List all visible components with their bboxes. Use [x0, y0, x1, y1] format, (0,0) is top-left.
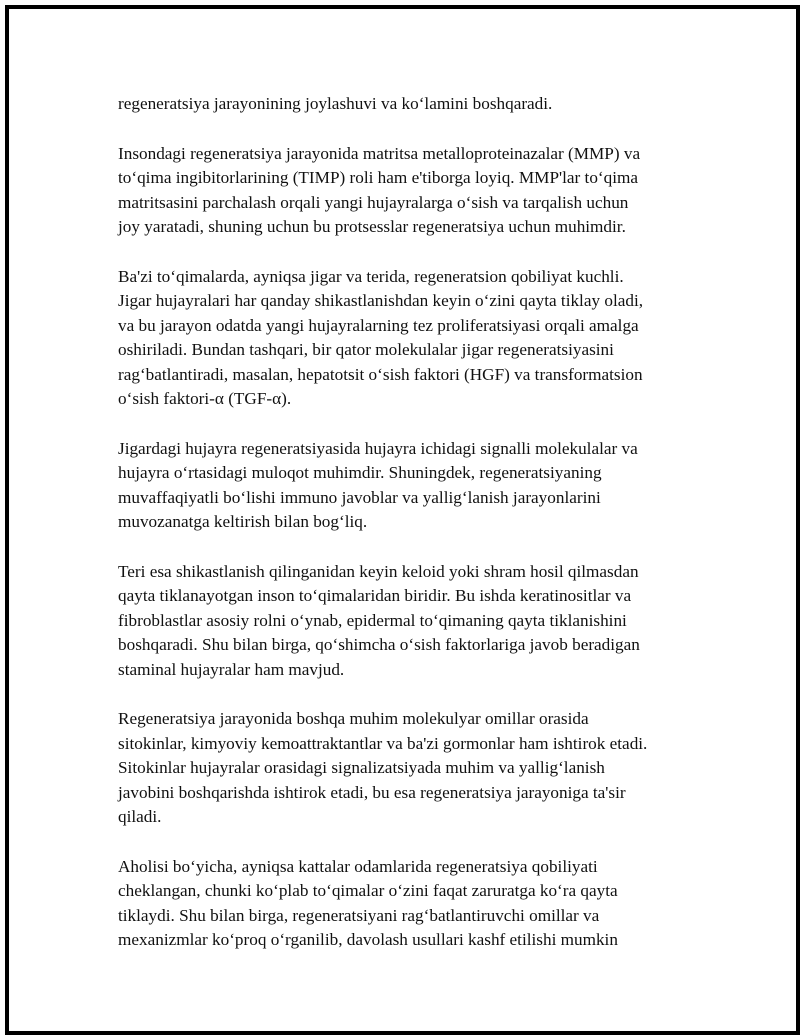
- text-line: Aholisi bo‘yicha, ayniqsa kattalar odamlarida regeneratsiya qobiliyati: [118, 856, 598, 876]
- document-body: [118, 92, 688, 978]
- paragraph-7: [118, 855, 688, 953]
- text-line: staminal hujayralar ham mavjud.: [118, 659, 345, 679]
- text-line: va bu jarayon odatda yangi hujayralarning tez proliferatsiyasi orqali amalga: [118, 315, 639, 335]
- text-line: o‘sish faktori-α (TGF-α).: [118, 389, 292, 408]
- text-line: fibroblastlar asosiy rolni o‘ynab, epidermal to‘qimaning qayta tiklanishini: [118, 610, 627, 630]
- text-line: cheklangan, chunki ko‘plab to‘qimalar o‘zini faqat zaruratga ko‘ra qayta: [118, 881, 618, 900]
- text-line: hujayra o‘rtasidagi muloqot muhimdir. Shuningdek, regeneratsiyaning: [118, 463, 602, 482]
- text-line: javobini boshqarishda ishtirok etadi, bu esa regeneratsiya jarayoniga ta'sir: [118, 782, 626, 802]
- paragraph-3: [118, 265, 688, 412]
- text-line: boshqaradi. Shu bilan birga, qo‘shimcha o‘sish faktorlariga javob beradigan: [118, 635, 640, 654]
- text-line: Jigardagi hujayra regeneratsiyasida hujayra ichidagi signalli molekulalar va: [118, 438, 638, 458]
- paragraph-2: [118, 142, 688, 240]
- text-line: oshiriladi. Bundan tashqari, bir qator molekulalar jigar regeneratsiyasini: [118, 340, 614, 359]
- text-line: matritsasini parchalash orqali yangi hujayralarga o‘sish va tarqalish uchun: [118, 192, 629, 212]
- text-line: Jigar hujayralari har qanday shikastlanishdan keyin o‘zini qayta tiklay oladi,: [118, 291, 644, 310]
- paragraph-5: [118, 560, 688, 683]
- text-line: rag‘batlantiradi, masalan, hepatotsit o‘sish faktori (HGF) va transformatsion: [118, 364, 643, 384]
- text-line: Regeneratsiya jarayonida boshqa muhim molekulyar omillar orasida: [118, 709, 589, 728]
- text-line: qayta tiklanayotgan inson to‘qimalaridan biridir. Bu ishda keratinositlar va: [118, 586, 632, 605]
- text-line: Sitokinlar hujayralar orasidagi signalizatsiyada muhim va yallig‘lanish: [118, 758, 605, 777]
- text-line: tiklaydi. Shu bilan birga, regeneratsiyani rag‘batlantiruvchi omillar va: [118, 905, 600, 925]
- text-line: sitokinlar, kimyoviy kemoattraktantlar va ba'zi gormonlar ham ishtirok etadi.: [118, 733, 648, 753]
- text-line: joy yaratadi, shuning uchun bu protsesslar regeneratsiya uchun muhimdir.: [118, 217, 626, 236]
- text-line: to‘qima ingibitorlarining (TIMP) roli ham e'tiborga loyiq. MMP'lar to‘qima: [118, 168, 638, 187]
- text-line: Ba'zi to‘qimalarda, ayniqsa jigar va terida, regeneratsion qobiliyat kuchli.: [118, 266, 624, 286]
- text-line: mexanizmlar ko‘proq o‘rganilib, davolash usullari kashf etilishi mumkin: [118, 930, 618, 949]
- paragraph-4: [118, 437, 688, 535]
- paragraph-6: [118, 707, 688, 830]
- text-line: regeneratsiya jarayonining joylashuvi va ko‘lamini boshqaradi.: [118, 94, 553, 113]
- text-line: Insondagi regeneratsiya jarayonida matritsa metalloproteinazalar (MMP) va: [118, 143, 641, 163]
- text-line: Teri esa shikastlanish qilinganidan keyin keloid yoki shram hosil qilmasdan: [118, 561, 639, 581]
- text-line: muvozanatga keltirish bilan bog‘liq.: [118, 512, 368, 531]
- text-line: muvaffaqiyatli bo‘lishi immuno javoblar va yallig‘lanish jarayonlarini: [118, 487, 601, 507]
- text-line: qiladi.: [118, 807, 162, 826]
- paragraph-1: [118, 92, 688, 117]
